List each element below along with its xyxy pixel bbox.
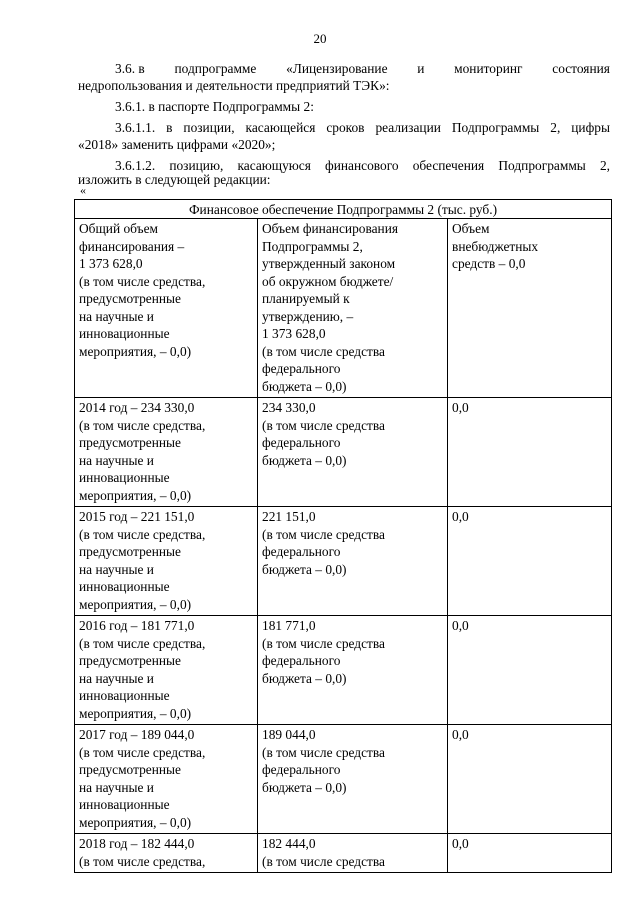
table-row-2017 — [75, 725, 612, 834]
word: Подпрограммы — [451, 120, 540, 135]
table-row-2014 — [75, 398, 612, 507]
extrabudgetary-cell: 0,0 — [448, 725, 612, 834]
word: 3.6.1.1. — [115, 120, 156, 135]
total-cell: 2018 год – 182 444,0 (в том числе средства, — [75, 834, 258, 873]
table-title-row — [75, 200, 612, 219]
extrabudgetary-cell: 0,0 — [448, 398, 612, 507]
word: финансового — [325, 158, 399, 173]
paragraph-3-6-1-1-line1 — [115, 119, 610, 137]
page-number: 20 — [313, 31, 327, 46]
word: позицию, — [169, 158, 224, 173]
extrabudgetary-cell: 0,0 — [448, 507, 612, 616]
extrabudgetary-cell: Объем внебюджетных средств – 0,0 — [448, 219, 612, 398]
word: обеспечения — [412, 158, 485, 173]
opening-quote-mark: « — [80, 183, 86, 197]
word: касающуюся — [237, 158, 311, 173]
paragraph-3-6-1-1-line2: «2018» заменить цифрами «2020»; — [78, 137, 276, 152]
word: состояния — [552, 61, 610, 76]
word: и — [417, 61, 425, 76]
paragraph-3-6-line1 — [115, 60, 610, 78]
word: сроков — [326, 120, 365, 135]
total-cell: 2016 год – 181 771,0 (в том числе средства, предусмотренные на научные и инновационные мероприятия, – 0,0) — [75, 616, 258, 725]
subprogram-cell: 189 044,0 (в том числе средства федерального бюджета – 0,0) — [258, 725, 448, 834]
total-financing-cell: Общий объем финансирования – 1 373 628,0 (в том числе средства, предусмотренные на научные и инновационные мероприятия, – 0,0) — [75, 219, 258, 398]
paragraph-3-6-1-2-line2: изложить в следующей редакции: — [78, 172, 271, 187]
paragraph-3-6-line2: недропользования и деятельности предприятий ТЭК»: — [78, 78, 390, 93]
extrabudgetary-cell: 0,0 — [448, 834, 612, 873]
word: в — [166, 120, 173, 135]
word: подпрограмме — [174, 61, 257, 76]
word: позиции, — [183, 120, 235, 135]
word: касающейся — [245, 120, 316, 135]
word: мониторинг — [454, 61, 523, 76]
word: 3.6.1.2. — [115, 158, 156, 173]
subprogram-cell: 234 330,0 (в том числе средства федерального бюджета – 0,0) — [258, 398, 448, 507]
paragraph-3-6-1: 3.6.1. в паспорте Подпрограммы 2: — [115, 99, 314, 114]
word: 2, — [599, 158, 610, 173]
total-cell: 2014 год – 234 330,0 (в том числе средства, предусмотренные на научные и инновационные мероприятия, – 0,0) — [75, 398, 258, 507]
subprogram-cell: 221 151,0 (в том числе средства федерального бюджета – 0,0) — [258, 507, 448, 616]
table-row-2016 — [75, 616, 612, 725]
word: 2, — [550, 120, 561, 135]
total-cell: 2015 год – 221 151,0 (в том числе средства, предусмотренные на научные и инновационные мероприятия, – 0,0) — [75, 507, 258, 616]
word: «Лицензирование — [286, 61, 388, 76]
table-row-2018 — [75, 834, 612, 873]
word: реализации — [375, 120, 441, 135]
word: цифры — [571, 120, 610, 135]
table-title: Финансовое обеспечение Подпрограммы 2 (тыс. руб.) — [75, 200, 612, 219]
subprogram-cell: 182 444,0 (в том числе средства — [258, 834, 448, 873]
table-row-2015 — [75, 507, 612, 616]
extrabudgetary-cell: 0,0 — [448, 616, 612, 725]
word: 3.6. в — [115, 61, 145, 76]
financing-table — [74, 199, 612, 873]
subprogram-financing-cell: Объем финансирования Подпрограммы 2, утвержденный законом об окружном бюджете/ планируемый к утверждению, – 1 373 628,0 (в том числе средства федерального бюджета – 0,0) — [258, 219, 448, 398]
subprogram-cell: 181 771,0 (в том числе средства федерального бюджета – 0,0) — [258, 616, 448, 725]
word: Подпрограммы — [498, 158, 586, 173]
total-cell: 2017 год – 189 044,0 (в том числе средства, предусмотренные на научные и инновационные мероприятия, – 0,0) — [75, 725, 258, 834]
table-summary-row — [75, 219, 612, 398]
